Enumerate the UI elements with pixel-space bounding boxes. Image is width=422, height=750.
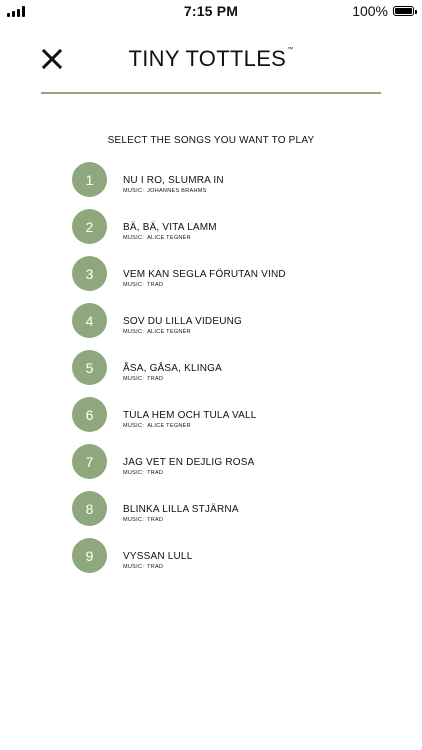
header-divider — [41, 92, 381, 94]
song-credit — [123, 422, 257, 430]
song-composer: TRAD — [147, 564, 164, 570]
song-number-badge: 2 — [72, 209, 107, 244]
song-text — [123, 303, 242, 336]
song-number-badge: 6 — [72, 397, 107, 432]
song-title: NU I RO, SLUMRA IN — [123, 175, 224, 186]
song-number-badge: 3 — [72, 256, 107, 291]
song-credit-label: MUSIC: — [123, 423, 145, 429]
song-composer: ALICE TEGNÉR — [147, 235, 191, 241]
song-credit-label: MUSIC: — [123, 517, 145, 523]
song-text — [123, 538, 192, 571]
song-credit-label: MUSIC: — [123, 376, 145, 382]
song-composer: TRAD — [147, 470, 164, 476]
song-text — [123, 209, 217, 242]
song-credit — [123, 563, 192, 571]
instruction-text: SELECT THE SONGS YOU WANT TO PLAY — [107, 135, 315, 146]
song-item[interactable] — [72, 491, 392, 538]
app-title — [0, 46, 422, 72]
app-title-text: TINY TOTTLES — [128, 46, 287, 71]
song-item[interactable] — [72, 444, 392, 491]
song-title: TULA HEM OCH TULA VALL — [123, 410, 257, 421]
battery-icon — [393, 6, 414, 16]
song-composer: TRAD — [147, 282, 164, 288]
song-item[interactable] — [72, 303, 392, 350]
song-credit-label: MUSIC: — [123, 188, 145, 194]
song-title: BÄ, BÄ, VITA LAMM — [123, 222, 217, 233]
song-title: ÅSA, GÅSA, KLINGA — [123, 363, 222, 374]
song-title: BLINKA LILLA STJÄRNA — [123, 504, 239, 515]
song-credit — [123, 187, 224, 195]
song-number-badge: 5 — [72, 350, 107, 385]
song-composer: ALICE TEGNÉR — [147, 423, 191, 429]
song-credit — [123, 516, 239, 524]
song-text — [123, 256, 286, 289]
song-credit-label: MUSIC: — [123, 329, 145, 335]
song-credit — [123, 469, 254, 477]
song-list — [72, 162, 392, 585]
song-credit-label: MUSIC: — [123, 564, 145, 570]
song-item[interactable] — [72, 397, 392, 444]
song-text — [123, 162, 224, 195]
song-number-badge: 8 — [72, 491, 107, 526]
song-composer: JOHANNES BRAHMS — [147, 188, 207, 194]
song-number-badge: 9 — [72, 538, 107, 573]
song-title: JAG VET EN DEJLIG ROSA — [123, 457, 255, 468]
song-text — [123, 444, 254, 477]
song-number-badge: 7 — [72, 444, 107, 479]
header — [0, 38, 422, 82]
battery-percentage: 100% — [352, 3, 388, 19]
song-credit — [123, 281, 286, 289]
song-credit — [123, 328, 242, 336]
song-number-badge: 4 — [72, 303, 107, 338]
song-item[interactable] — [72, 350, 392, 397]
battery-status — [352, 3, 414, 19]
song-item[interactable] — [72, 162, 392, 209]
song-composer: TRAD — [147, 376, 164, 382]
song-text — [123, 397, 257, 430]
song-number-badge: 1 — [72, 162, 107, 197]
song-item[interactable] — [72, 209, 392, 256]
song-composer: TRAD — [147, 517, 164, 523]
song-title: SOV DU LILLA VIDEUNG — [123, 316, 243, 327]
song-composer: ALICE TEGNÉR — [147, 329, 191, 335]
trademark-mark: ™ — [287, 47, 294, 53]
song-credit — [123, 375, 222, 383]
status-bar — [0, 0, 422, 22]
song-credit-label: MUSIC: — [123, 470, 145, 476]
song-item[interactable] — [72, 256, 392, 303]
song-credit-label: MUSIC: — [123, 282, 145, 288]
song-credit-label: MUSIC: — [123, 235, 145, 241]
song-title: VYSSAN LULL — [123, 551, 193, 562]
song-text — [123, 350, 222, 383]
song-text — [123, 491, 239, 524]
song-title: VEM KAN SEGLA FÖRUTAN VIND — [123, 269, 286, 280]
status-time: 7:15 PM — [183, 3, 239, 19]
song-item[interactable] — [72, 538, 392, 585]
song-credit — [123, 234, 217, 242]
